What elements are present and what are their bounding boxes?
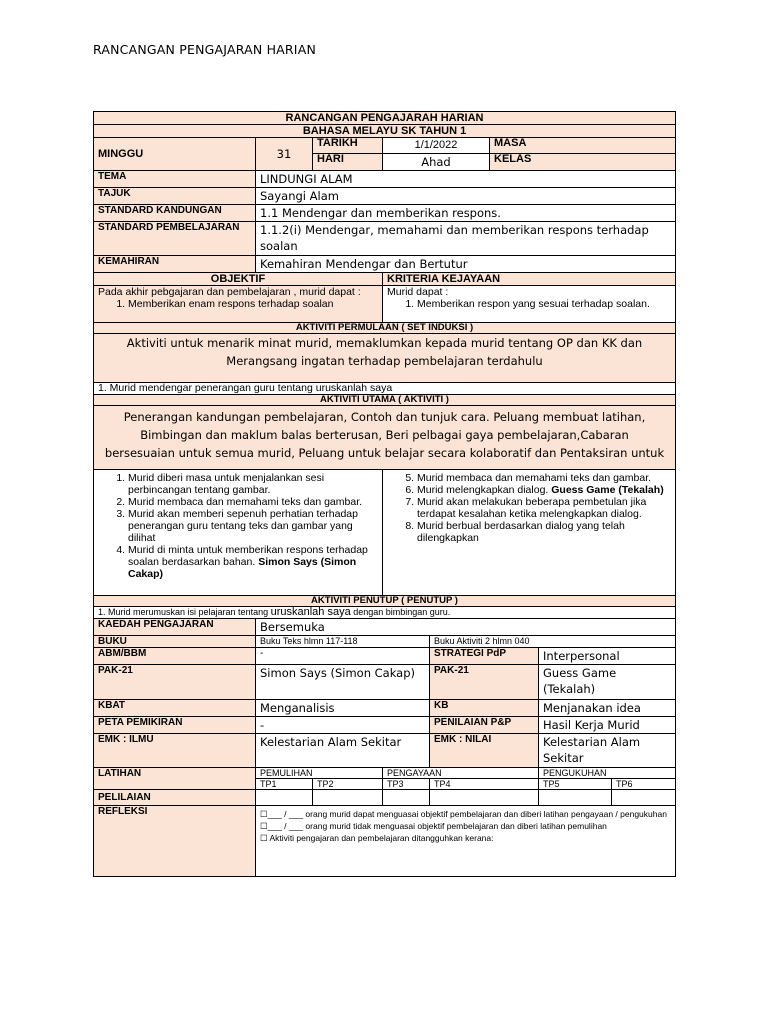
- utama-left-cell: [94, 470, 383, 596]
- tp5-cell[interactable]: [539, 790, 612, 806]
- tarikh-label: TARIKH: [313, 138, 383, 154]
- kaedah-value: Bersemuka: [256, 619, 676, 636]
- utama-left-item: 1. Murid diberi masa untuk menjalankan sesi perbincangan tentang gambar.: [128, 472, 378, 496]
- strategi-label: STRATEGI PdP: [430, 648, 539, 665]
- utama-right-item: 7. Murid akan melakukan beberapa pembetulan jika terdapat kesalahan ketika melengkapkan dialog.: [417, 496, 671, 520]
- penutup-heading: AKTIVITI PENUTUP ( PENUTUP ): [94, 596, 676, 607]
- kriteria-intro: Murid dapat :: [387, 286, 449, 298]
- refleksi-cell: [256, 806, 676, 877]
- title-line-1: RANCANGAN PENGAJARAH HARIAN: [94, 112, 676, 125]
- latihan-label: LATIHAN: [94, 768, 256, 790]
- kbat-value: Menganalisis: [256, 700, 430, 717]
- pak21-label: PAK-21: [94, 665, 256, 700]
- objektif-heading: OBJEKTIF: [94, 273, 383, 286]
- utama-left-item: 4. Murid di minta untuk memberikan respons terhadap soalan berdasarkan bahan. Simon Says (Simon Cakap): [128, 544, 378, 580]
- tp2-cell[interactable]: [313, 790, 383, 806]
- emk-ilmu-label: EMK : ILMU: [94, 734, 256, 768]
- tp6-label: TP6: [612, 779, 676, 790]
- utama-text: Penerangan kandungan pembelajaran, Contoh dan tunjuk cara. Peluang membuat latihan, Bimbingan dan maklum balas berterusan, Beri pelbagai gaya pembelajaran,Cabaran bersesuaian untuk semua murid, Peluang untuk belajar secara kolaboratif dan Pentaksiran untuk: [94, 406, 676, 470]
- pak21-value-2: Guess Game (Tekalah): [539, 665, 676, 700]
- tp6-cell[interactable]: [612, 790, 676, 806]
- tarikh-value: 1/1/2022: [383, 138, 490, 154]
- minggu-label: MINGGU: [94, 138, 256, 171]
- pemulihan-label: PEMULIHAN: [256, 768, 383, 779]
- tema-label: TEMA: [94, 171, 256, 188]
- abm-value: -: [256, 648, 430, 665]
- kriteria-heading: KRITERIA KEJAYAAN: [383, 273, 676, 286]
- strategi-value: Interpersonal: [539, 648, 676, 665]
- kelas-label: KELAS: [490, 154, 676, 171]
- tajuk-value: Sayangi Alam: [256, 188, 676, 205]
- title-line-2: BAHASA MELAYU SK TAHUN 1: [94, 125, 676, 138]
- emk-ilmu-value: Kelestarian Alam Sekitar: [256, 734, 430, 768]
- utama-right-item: 8. Murid berbual berdasarkan dialog yang telah dilengkapkan: [417, 520, 671, 544]
- tp2-label: TP2: [313, 779, 383, 790]
- permulaan-heading: AKTIVITI PERMULAAN ( SET INDUKSI ): [94, 323, 676, 334]
- kb-label: KB: [430, 700, 539, 717]
- kemahiran-value: Kemahiran Mendengar dan Bertutur: [256, 256, 676, 273]
- minggu-value: 31: [256, 138, 313, 171]
- kriteria-item: 1. Memberikan respon yang sesuai terhadap soalan.: [417, 298, 671, 310]
- refleksi-line-2[interactable]: ☐___ / ___ orang murid tidak menguasai objektif pembelajaran dan diberi latihan pemulihan: [260, 821, 607, 831]
- utama-right-cell: [383, 470, 676, 596]
- tp3-cell[interactable]: [383, 790, 430, 806]
- tp3-label: TP3: [383, 779, 430, 790]
- objektif-item: 1. Memberikan enam respons terhadap soalan: [128, 298, 378, 310]
- permulaan-text: Aktiviti untuk menarik minat murid, memaklumkan kepada murid tentang OP dan KK dan Merangsang ingatan terhadap pembelajaran terdahulu: [94, 334, 676, 383]
- standard-pembelajaran-value: 1.1.2(i) Mendengar, memahami dan memberikan respons terhadap soalan: [256, 222, 676, 256]
- refleksi-label: REFLEKSI: [94, 806, 256, 877]
- penilaian-label: PENILAIAN P&P: [430, 717, 539, 734]
- tp4-label: TP4: [430, 779, 539, 790]
- utama-left-item: 2. Murid membaca dan memahami teks dan gambar.: [128, 496, 378, 508]
- kriteria-cell: [383, 286, 676, 323]
- lesson-plan-table: [93, 111, 676, 877]
- masa-label: MASA: [490, 138, 676, 154]
- emk-nilai-value: Kelestarian Alam Sekitar: [539, 734, 676, 768]
- objektif-list: [98, 298, 378, 310]
- kbat-label: KBAT: [94, 700, 256, 717]
- pak21-value: Simon Says (Simon Cakap): [256, 665, 430, 700]
- pak21-label-2: PAK-21: [430, 665, 539, 700]
- emk-nilai-label: EMK : NILAI: [430, 734, 539, 768]
- kb-value: Menjanakan idea: [539, 700, 676, 717]
- tp4-cell[interactable]: [430, 790, 539, 806]
- objektif-cell: [94, 286, 383, 323]
- pelilaian-label: PELILAIAN: [94, 790, 256, 806]
- penilaian-value: Hasil Kerja Murid: [539, 717, 676, 734]
- pengukuhan-label: PENGUKUHAN: [539, 768, 676, 779]
- abm-label: ABM/BBM: [94, 648, 256, 665]
- utama-heading: AKTIVITI UTAMA ( AKTIVITI ): [94, 395, 676, 406]
- hari-value: Ahad: [383, 154, 490, 171]
- pengayaan-label: PENGAYAAN: [383, 768, 539, 779]
- standard-pembelajaran-label: STANDARD PEMBELAJARAN: [94, 222, 256, 256]
- utama-right-list: [387, 472, 671, 544]
- buku-teks: Buku Teks hlmn 117-118: [256, 636, 430, 648]
- standard-kandungan-value: 1.1 Mendengar dan memberikan respons.: [256, 205, 676, 222]
- utama-right-item: 6. Murid melengkapkan dialog. Guess Game (Tekalah): [417, 484, 671, 496]
- buku-label: BUKU: [94, 636, 256, 648]
- tp1-cell[interactable]: [256, 790, 313, 806]
- hari-label: HARI: [313, 154, 383, 171]
- peta-pemikiran-value: -: [256, 717, 430, 734]
- kemahiran-label: KEMAHIRAN: [94, 256, 256, 273]
- penutup-note: 1. Murid merumuskan isi pelajaran tentang uruskanlah saya dengan bimbingan guru.: [94, 607, 676, 619]
- permulaan-note: 1. Murid mendengar penerangan guru tentang uruskanlah saya: [94, 383, 676, 395]
- buku-aktiviti: Buku Aktiviti 2 hlmn 040: [430, 636, 676, 648]
- tema-value: LINDUNGI ALAM: [256, 171, 676, 188]
- tp5-label: TP5: [539, 779, 612, 790]
- utama-right-item: 5. Murid membaca dan memahami teks dan gambar.: [417, 472, 671, 484]
- refleksi-line-1[interactable]: ☐___ / ___ orang murid dapat menguasai objektif pembelajaran dan diberi latihan pengayaan / pengukuhan: [260, 809, 667, 819]
- tajuk-label: TAJUK: [94, 188, 256, 205]
- document-header: RANCANGAN PENGAJARAN HARIAN: [93, 42, 316, 57]
- kaedah-label: KAEDAH PENGAJARAN: [94, 619, 256, 636]
- peta-pemikiran-label: PETA PEMIKIRAN: [94, 717, 256, 734]
- tp1-label: TP1: [256, 779, 313, 790]
- kriteria-list: [387, 298, 671, 310]
- refleksi-line-3[interactable]: ☐ Aktiviti pengajaran dan pembelajaran ditangguhkan kerana:: [260, 833, 494, 843]
- utama-left-item: 3. Murid akan memberi sepenuh perhatian terhadap penerangan guru tentang teks dan gambar yang dilihat: [128, 508, 378, 544]
- objektif-intro: Pada akhir pebgajaran dan pembelajaran , murid dapat :: [98, 286, 361, 298]
- standard-kandungan-label: STANDARD KANDUNGAN: [94, 205, 256, 222]
- utama-left-list: [98, 472, 378, 580]
